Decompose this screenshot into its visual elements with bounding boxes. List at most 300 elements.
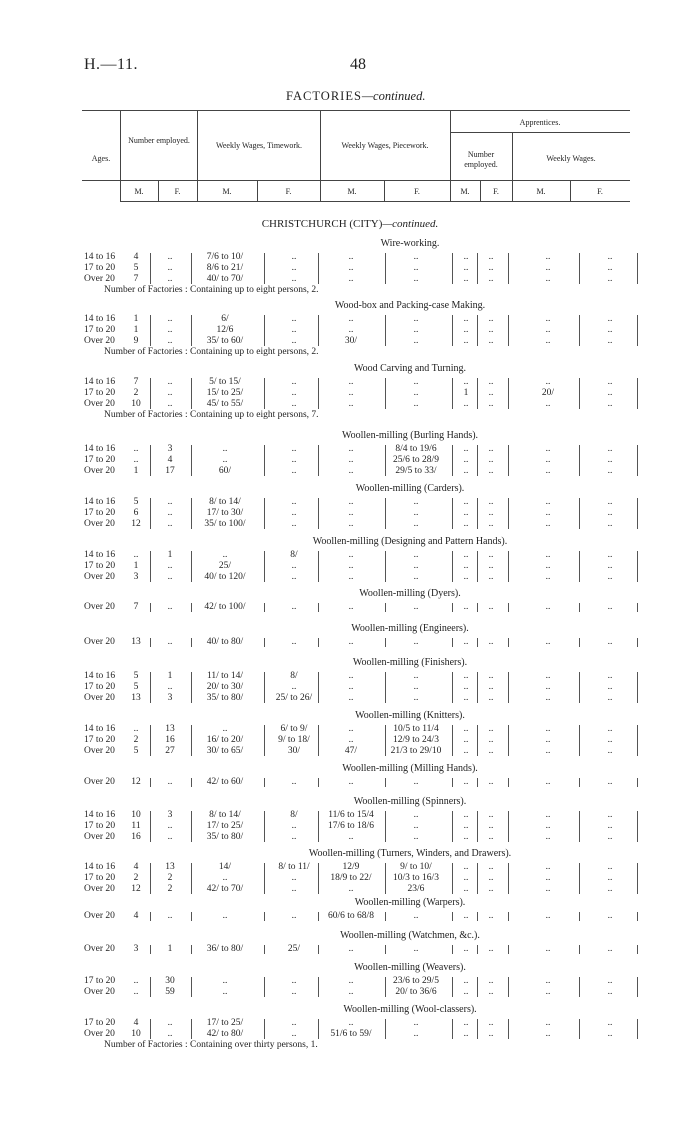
table-cell: 45/ to 55/ bbox=[206, 399, 244, 409]
column-rule bbox=[150, 811, 151, 842]
factory-count-note: Number of Factories : Containing up to eight persons, 2. bbox=[104, 285, 319, 295]
table-cell: .. bbox=[545, 862, 551, 872]
table-cell: 14 to 16 bbox=[84, 314, 116, 324]
table-cell: .. bbox=[545, 1029, 551, 1039]
table-cell: .. bbox=[488, 377, 494, 387]
table-cell: .. bbox=[222, 444, 228, 454]
table-row bbox=[0, 252, 700, 263]
table-cell: .. bbox=[463, 682, 469, 692]
section-title: Woollen-milling (Burling Hands). bbox=[341, 430, 479, 441]
table-cell: 13 bbox=[165, 862, 175, 872]
table-cell: .. bbox=[607, 873, 613, 883]
column-rule bbox=[508, 912, 509, 921]
table-cell: .. bbox=[222, 724, 228, 734]
column-rule bbox=[637, 498, 638, 529]
column-headers bbox=[82, 110, 630, 202]
table-cell: .. bbox=[348, 399, 354, 409]
table-cell: .. bbox=[167, 572, 173, 582]
column-rule bbox=[150, 945, 151, 954]
table-row bbox=[0, 572, 700, 583]
column-rule bbox=[150, 778, 151, 787]
table-cell: .. bbox=[463, 873, 469, 883]
table-cell: .. bbox=[291, 314, 297, 324]
column-rule bbox=[452, 811, 453, 842]
table-cell: .. bbox=[463, 444, 469, 454]
col-time-m: M. bbox=[222, 187, 232, 196]
column-rule bbox=[191, 725, 192, 756]
region-name: CHRISTCHURCH (CITY) bbox=[261, 218, 383, 230]
table-cell: .. bbox=[133, 987, 139, 997]
table-cell: 8/ to 14/ bbox=[209, 497, 241, 507]
table-row bbox=[0, 455, 700, 466]
table-cell: 30/ bbox=[287, 746, 301, 756]
table-cell: .. bbox=[545, 735, 551, 745]
column-rule bbox=[264, 445, 265, 476]
table-cell: 11/ to 14/ bbox=[206, 671, 244, 681]
table-cell: .. bbox=[167, 263, 173, 273]
column-rule bbox=[318, 912, 319, 921]
table-cell: 25/ bbox=[287, 944, 301, 954]
table-cell: .. bbox=[133, 455, 139, 465]
column-rule bbox=[452, 778, 453, 787]
column-rule bbox=[637, 638, 638, 647]
column-rule bbox=[264, 498, 265, 529]
table-cell: .. bbox=[291, 777, 297, 787]
table-cell: .. bbox=[413, 519, 419, 529]
table-cell: 10 bbox=[131, 810, 141, 820]
table-cell: .. bbox=[291, 325, 297, 335]
table-cell: .. bbox=[413, 671, 419, 681]
table-row bbox=[0, 637, 700, 648]
table-cell: Over 20 bbox=[84, 987, 115, 997]
col-f: F. bbox=[174, 187, 181, 196]
table-cell: 42/ to 60/ bbox=[206, 777, 244, 787]
column-rule bbox=[477, 638, 478, 647]
table-cell: 15/ to 25/ bbox=[206, 388, 244, 398]
column-rule bbox=[452, 638, 453, 647]
table-cell: 12 bbox=[131, 884, 141, 894]
table-cell: .. bbox=[348, 1018, 354, 1028]
table-cell: .. bbox=[463, 746, 469, 756]
column-rule bbox=[579, 977, 580, 997]
column-rule bbox=[385, 945, 386, 954]
table-cell: .. bbox=[348, 466, 354, 476]
table-cell: .. bbox=[545, 682, 551, 692]
column-rule bbox=[637, 445, 638, 476]
table-cell: 5 bbox=[133, 263, 139, 273]
table-cell: 42/ to 70/ bbox=[206, 884, 244, 894]
column-rule bbox=[385, 725, 386, 756]
table-cell: .. bbox=[167, 821, 173, 831]
column-rule bbox=[477, 811, 478, 842]
table-row bbox=[0, 671, 700, 682]
table-cell: .. bbox=[167, 325, 173, 335]
table-cell: 25/ bbox=[218, 561, 232, 571]
table-row bbox=[0, 884, 700, 895]
column-rule bbox=[318, 863, 319, 894]
table-cell: .. bbox=[413, 550, 419, 560]
table-cell: .. bbox=[348, 976, 354, 986]
table-cell: .. bbox=[463, 325, 469, 335]
column-rule bbox=[264, 725, 265, 756]
section-title: Woollen-milling (Finishers). bbox=[352, 657, 468, 668]
col-appw-f: F. bbox=[597, 187, 603, 196]
table-cell: Over 20 bbox=[84, 693, 115, 703]
table-cell: .. bbox=[545, 944, 551, 954]
table-cell: .. bbox=[291, 873, 297, 883]
table-cell: 17 to 20 bbox=[84, 388, 116, 398]
column-rule bbox=[150, 603, 151, 612]
table-cell: .. bbox=[607, 746, 613, 756]
table-cell: .. bbox=[463, 561, 469, 571]
table-cell: .. bbox=[488, 388, 494, 398]
column-rule bbox=[191, 778, 192, 787]
table-cell: 42/ to 80/ bbox=[206, 1029, 244, 1039]
column-rule bbox=[385, 912, 386, 921]
table-cell: .. bbox=[607, 377, 613, 387]
table-cell: 1 bbox=[133, 314, 139, 324]
column-rule bbox=[318, 638, 319, 647]
table-cell: .. bbox=[291, 1029, 297, 1039]
table-cell: .. bbox=[607, 682, 613, 692]
table-cell: .. bbox=[413, 602, 419, 612]
table-cell: .. bbox=[488, 884, 494, 894]
column-rule bbox=[477, 378, 478, 409]
table-cell: .. bbox=[488, 263, 494, 273]
column-rule bbox=[264, 778, 265, 787]
column-rule bbox=[150, 977, 151, 997]
table-cell: 20/ to 30/ bbox=[206, 682, 244, 692]
table-cell: .. bbox=[607, 821, 613, 831]
table-cell: .. bbox=[488, 274, 494, 284]
table-cell: .. bbox=[607, 497, 613, 507]
table-cell: .. bbox=[607, 1018, 613, 1028]
section-title: Woollen-milling (Turners, Winders, and Drawers). bbox=[308, 848, 512, 859]
table-cell: .. bbox=[463, 1018, 469, 1028]
table-cell: .. bbox=[545, 602, 551, 612]
table-cell: .. bbox=[348, 388, 354, 398]
table-cell: 17 to 20 bbox=[84, 976, 116, 986]
table-cell: 17 to 20 bbox=[84, 508, 116, 518]
table-cell: 3 bbox=[133, 572, 139, 582]
table-cell: .. bbox=[545, 572, 551, 582]
factory-count-note: Number of Factories : Containing up to eight persons, 2. bbox=[104, 347, 319, 357]
table-cell: .. bbox=[463, 550, 469, 560]
col-apprentices: Apprentices. bbox=[519, 118, 561, 127]
table-cell: 17 to 20 bbox=[84, 263, 116, 273]
table-cell: 1 bbox=[133, 466, 139, 476]
table-cell: .. bbox=[488, 724, 494, 734]
column-rule bbox=[477, 603, 478, 612]
table-cell: .. bbox=[463, 1029, 469, 1039]
column-rule bbox=[385, 863, 386, 894]
column-rule bbox=[579, 672, 580, 703]
column-rule bbox=[191, 498, 192, 529]
column-rule bbox=[264, 638, 265, 647]
column-rule bbox=[385, 498, 386, 529]
table-cell: .. bbox=[167, 1029, 173, 1039]
table-cell: .. bbox=[348, 519, 354, 529]
column-rule bbox=[452, 945, 453, 954]
column-rule bbox=[191, 253, 192, 284]
table-cell: 17 to 20 bbox=[84, 561, 116, 571]
table-cell: .. bbox=[545, 274, 551, 284]
table-cell: Over 20 bbox=[84, 1029, 115, 1039]
column-rule bbox=[318, 977, 319, 997]
table-cell: .. bbox=[545, 377, 551, 387]
column-rule bbox=[191, 811, 192, 842]
column-rule bbox=[637, 725, 638, 756]
section-title: Wire-working. bbox=[380, 238, 440, 249]
column-rule bbox=[264, 253, 265, 284]
table-cell: 47/ bbox=[344, 746, 358, 756]
table-cell: .. bbox=[488, 550, 494, 560]
table-cell: .. bbox=[545, 987, 551, 997]
column-rule bbox=[637, 1019, 638, 1039]
column-rule bbox=[150, 863, 151, 894]
table-cell: .. bbox=[167, 399, 173, 409]
column-rule bbox=[477, 253, 478, 284]
column-rule bbox=[385, 253, 386, 284]
table-cell: .. bbox=[607, 561, 613, 571]
table-cell: .. bbox=[291, 976, 297, 986]
column-rule bbox=[318, 498, 319, 529]
table-cell: .. bbox=[488, 637, 494, 647]
table-row bbox=[0, 976, 700, 987]
table-cell: .. bbox=[463, 519, 469, 529]
column-rule bbox=[150, 912, 151, 921]
table-cell: .. bbox=[348, 724, 354, 734]
column-rule bbox=[264, 945, 265, 954]
column-rule bbox=[637, 945, 638, 954]
table-cell: .. bbox=[488, 735, 494, 745]
column-rule bbox=[264, 672, 265, 703]
table-cell: .. bbox=[413, 377, 419, 387]
table-cell: .. bbox=[545, 884, 551, 894]
table-cell: 14 to 16 bbox=[84, 810, 116, 820]
table-cell: .. bbox=[167, 519, 173, 529]
table-cell: .. bbox=[413, 263, 419, 273]
table-row bbox=[0, 746, 700, 757]
table-cell: .. bbox=[348, 252, 354, 262]
column-rule bbox=[579, 912, 580, 921]
table-cell: 17 to 20 bbox=[84, 735, 116, 745]
column-rule bbox=[191, 603, 192, 612]
table-cell: .. bbox=[167, 388, 173, 398]
col-ages: Ages. bbox=[91, 154, 111, 163]
section-title: Woollen-milling (Spinners). bbox=[353, 796, 467, 807]
table-cell: .. bbox=[545, 519, 551, 529]
table-row bbox=[0, 862, 700, 873]
table-row bbox=[0, 735, 700, 746]
table-cell: .. bbox=[488, 1018, 494, 1028]
table-cell: .. bbox=[348, 377, 354, 387]
table-cell: .. bbox=[545, 777, 551, 787]
table-cell: 12/6 bbox=[216, 325, 234, 335]
table-cell: 6/ bbox=[221, 314, 229, 324]
column-rule bbox=[637, 912, 638, 921]
table-cell: .. bbox=[545, 873, 551, 883]
table-cell: .. bbox=[463, 497, 469, 507]
table-row bbox=[0, 314, 700, 325]
section-title: Woollen-milling (Wool-classers). bbox=[343, 1004, 477, 1015]
table-cell: .. bbox=[607, 987, 613, 997]
table-cell: .. bbox=[463, 884, 469, 894]
table-cell: .. bbox=[607, 455, 613, 465]
column-rule bbox=[579, 498, 580, 529]
table-cell: 17 to 20 bbox=[84, 821, 116, 831]
table-cell: .. bbox=[488, 693, 494, 703]
table-row bbox=[0, 1018, 700, 1029]
table-cell: .. bbox=[545, 314, 551, 324]
section-title: Woollen-milling (Warpers). bbox=[354, 897, 466, 908]
table-cell: .. bbox=[545, 746, 551, 756]
table-cell: 4 bbox=[133, 252, 139, 262]
table-row bbox=[0, 987, 700, 998]
table-cell: .. bbox=[607, 325, 613, 335]
column-rule bbox=[477, 863, 478, 894]
table-cell: 42/ to 100/ bbox=[204, 602, 246, 612]
column-rule bbox=[191, 912, 192, 921]
table-cell: 4 bbox=[167, 455, 173, 465]
table-cell: 27 bbox=[165, 746, 175, 756]
column-rule bbox=[508, 977, 509, 997]
table-cell: .. bbox=[348, 884, 354, 894]
title-continued: —continued. bbox=[361, 89, 426, 103]
table-cell: .. bbox=[291, 252, 297, 262]
table-cell: .. bbox=[463, 693, 469, 703]
table-cell: Over 20 bbox=[84, 884, 115, 894]
table-cell: .. bbox=[545, 1018, 551, 1028]
table-cell: .. bbox=[463, 508, 469, 518]
table-cell: .. bbox=[413, 252, 419, 262]
table-cell: .. bbox=[607, 693, 613, 703]
table-cell: .. bbox=[348, 987, 354, 997]
document-reference: H.—11. bbox=[84, 56, 138, 73]
table-cell: .. bbox=[463, 466, 469, 476]
table-cell: 21/3 to 29/10 bbox=[390, 746, 442, 756]
column-rule bbox=[318, 253, 319, 284]
table-cell: .. bbox=[607, 572, 613, 582]
table-cell: .. bbox=[413, 336, 419, 346]
table-cell: 17 to 20 bbox=[84, 682, 116, 692]
table-cell: 10/3 to 16/3 bbox=[393, 873, 439, 883]
column-rule bbox=[508, 945, 509, 954]
table-cell: .. bbox=[291, 466, 297, 476]
table-cell: 40/ to 80/ bbox=[206, 637, 244, 647]
table-cell: .. bbox=[167, 777, 173, 787]
table-row bbox=[0, 388, 700, 399]
column-rule bbox=[508, 672, 509, 703]
table-cell: .. bbox=[488, 519, 494, 529]
table-cell: .. bbox=[413, 944, 419, 954]
table-cell: .. bbox=[545, 508, 551, 518]
table-cell: 16/ to 20/ bbox=[206, 735, 244, 745]
column-rule bbox=[452, 977, 453, 997]
table-cell: .. bbox=[167, 252, 173, 262]
table-cell: .. bbox=[463, 735, 469, 745]
column-rule bbox=[150, 638, 151, 647]
table-cell: .. bbox=[545, 455, 551, 465]
table-cell: .. bbox=[488, 671, 494, 681]
column-rule bbox=[318, 603, 319, 612]
table-cell: .. bbox=[291, 572, 297, 582]
table-cell: 2 bbox=[167, 873, 173, 883]
table-cell: 3 bbox=[167, 810, 173, 820]
table-cell: .. bbox=[291, 682, 297, 692]
section-title: Woollen-milling (Engineers). bbox=[351, 623, 469, 634]
column-rule bbox=[385, 638, 386, 647]
table-cell: .. bbox=[348, 497, 354, 507]
column-rule bbox=[477, 445, 478, 476]
table-cell: Over 20 bbox=[84, 911, 115, 921]
table-cell: 35/ to 80/ bbox=[206, 693, 244, 703]
table-cell: .. bbox=[413, 508, 419, 518]
table-cell: 5 bbox=[133, 671, 139, 681]
table-cell: .. bbox=[463, 987, 469, 997]
table-cell: .. bbox=[291, 388, 297, 398]
column-rule bbox=[318, 725, 319, 756]
column-rule bbox=[191, 977, 192, 997]
section-title: Woollen-milling (Weavers). bbox=[354, 962, 466, 973]
table-cell: .. bbox=[167, 274, 173, 284]
table-cell: .. bbox=[291, 444, 297, 454]
column-rule bbox=[150, 1019, 151, 1039]
column-rule bbox=[385, 672, 386, 703]
table-cell: 8/6 to 21/ bbox=[206, 263, 244, 273]
column-rule bbox=[318, 1019, 319, 1039]
table-cell: .. bbox=[291, 455, 297, 465]
table-cell: 12/9 bbox=[342, 862, 360, 872]
table-cell: .. bbox=[607, 388, 613, 398]
table-cell: .. bbox=[463, 263, 469, 273]
column-rule bbox=[637, 253, 638, 284]
column-rule bbox=[318, 811, 319, 842]
column-rule bbox=[508, 551, 509, 582]
column-rule bbox=[637, 378, 638, 409]
table-cell: .. bbox=[607, 466, 613, 476]
table-cell: .. bbox=[133, 550, 139, 560]
column-rule bbox=[385, 603, 386, 612]
table-row bbox=[0, 336, 700, 347]
table-cell: 40/ to 120/ bbox=[204, 572, 246, 582]
column-rule bbox=[191, 863, 192, 894]
table-cell: .. bbox=[488, 821, 494, 831]
table-cell: .. bbox=[607, 671, 613, 681]
column-rule bbox=[385, 378, 386, 409]
table-cell: .. bbox=[607, 810, 613, 820]
column-rule bbox=[508, 253, 509, 284]
section-title: Woollen-milling (Watchmen, &c.). bbox=[340, 930, 480, 941]
column-rule bbox=[191, 378, 192, 409]
table-cell: .. bbox=[463, 724, 469, 734]
column-rule bbox=[264, 551, 265, 582]
table-cell: .. bbox=[545, 336, 551, 346]
table-cell: .. bbox=[545, 832, 551, 842]
page-number: 48 bbox=[350, 56, 366, 73]
table-cell: 5 bbox=[133, 746, 139, 756]
table-cell: 60/ bbox=[218, 466, 232, 476]
table-row bbox=[0, 274, 700, 285]
column-rule bbox=[264, 811, 265, 842]
table-cell: 13 bbox=[131, 637, 141, 647]
column-rule bbox=[508, 603, 509, 612]
col-app-f: F. bbox=[493, 187, 499, 196]
table-cell: .. bbox=[167, 497, 173, 507]
column-rule bbox=[264, 603, 265, 612]
column-rule bbox=[452, 603, 453, 612]
section-title: Wood-box and Packing-case Making. bbox=[334, 300, 486, 311]
